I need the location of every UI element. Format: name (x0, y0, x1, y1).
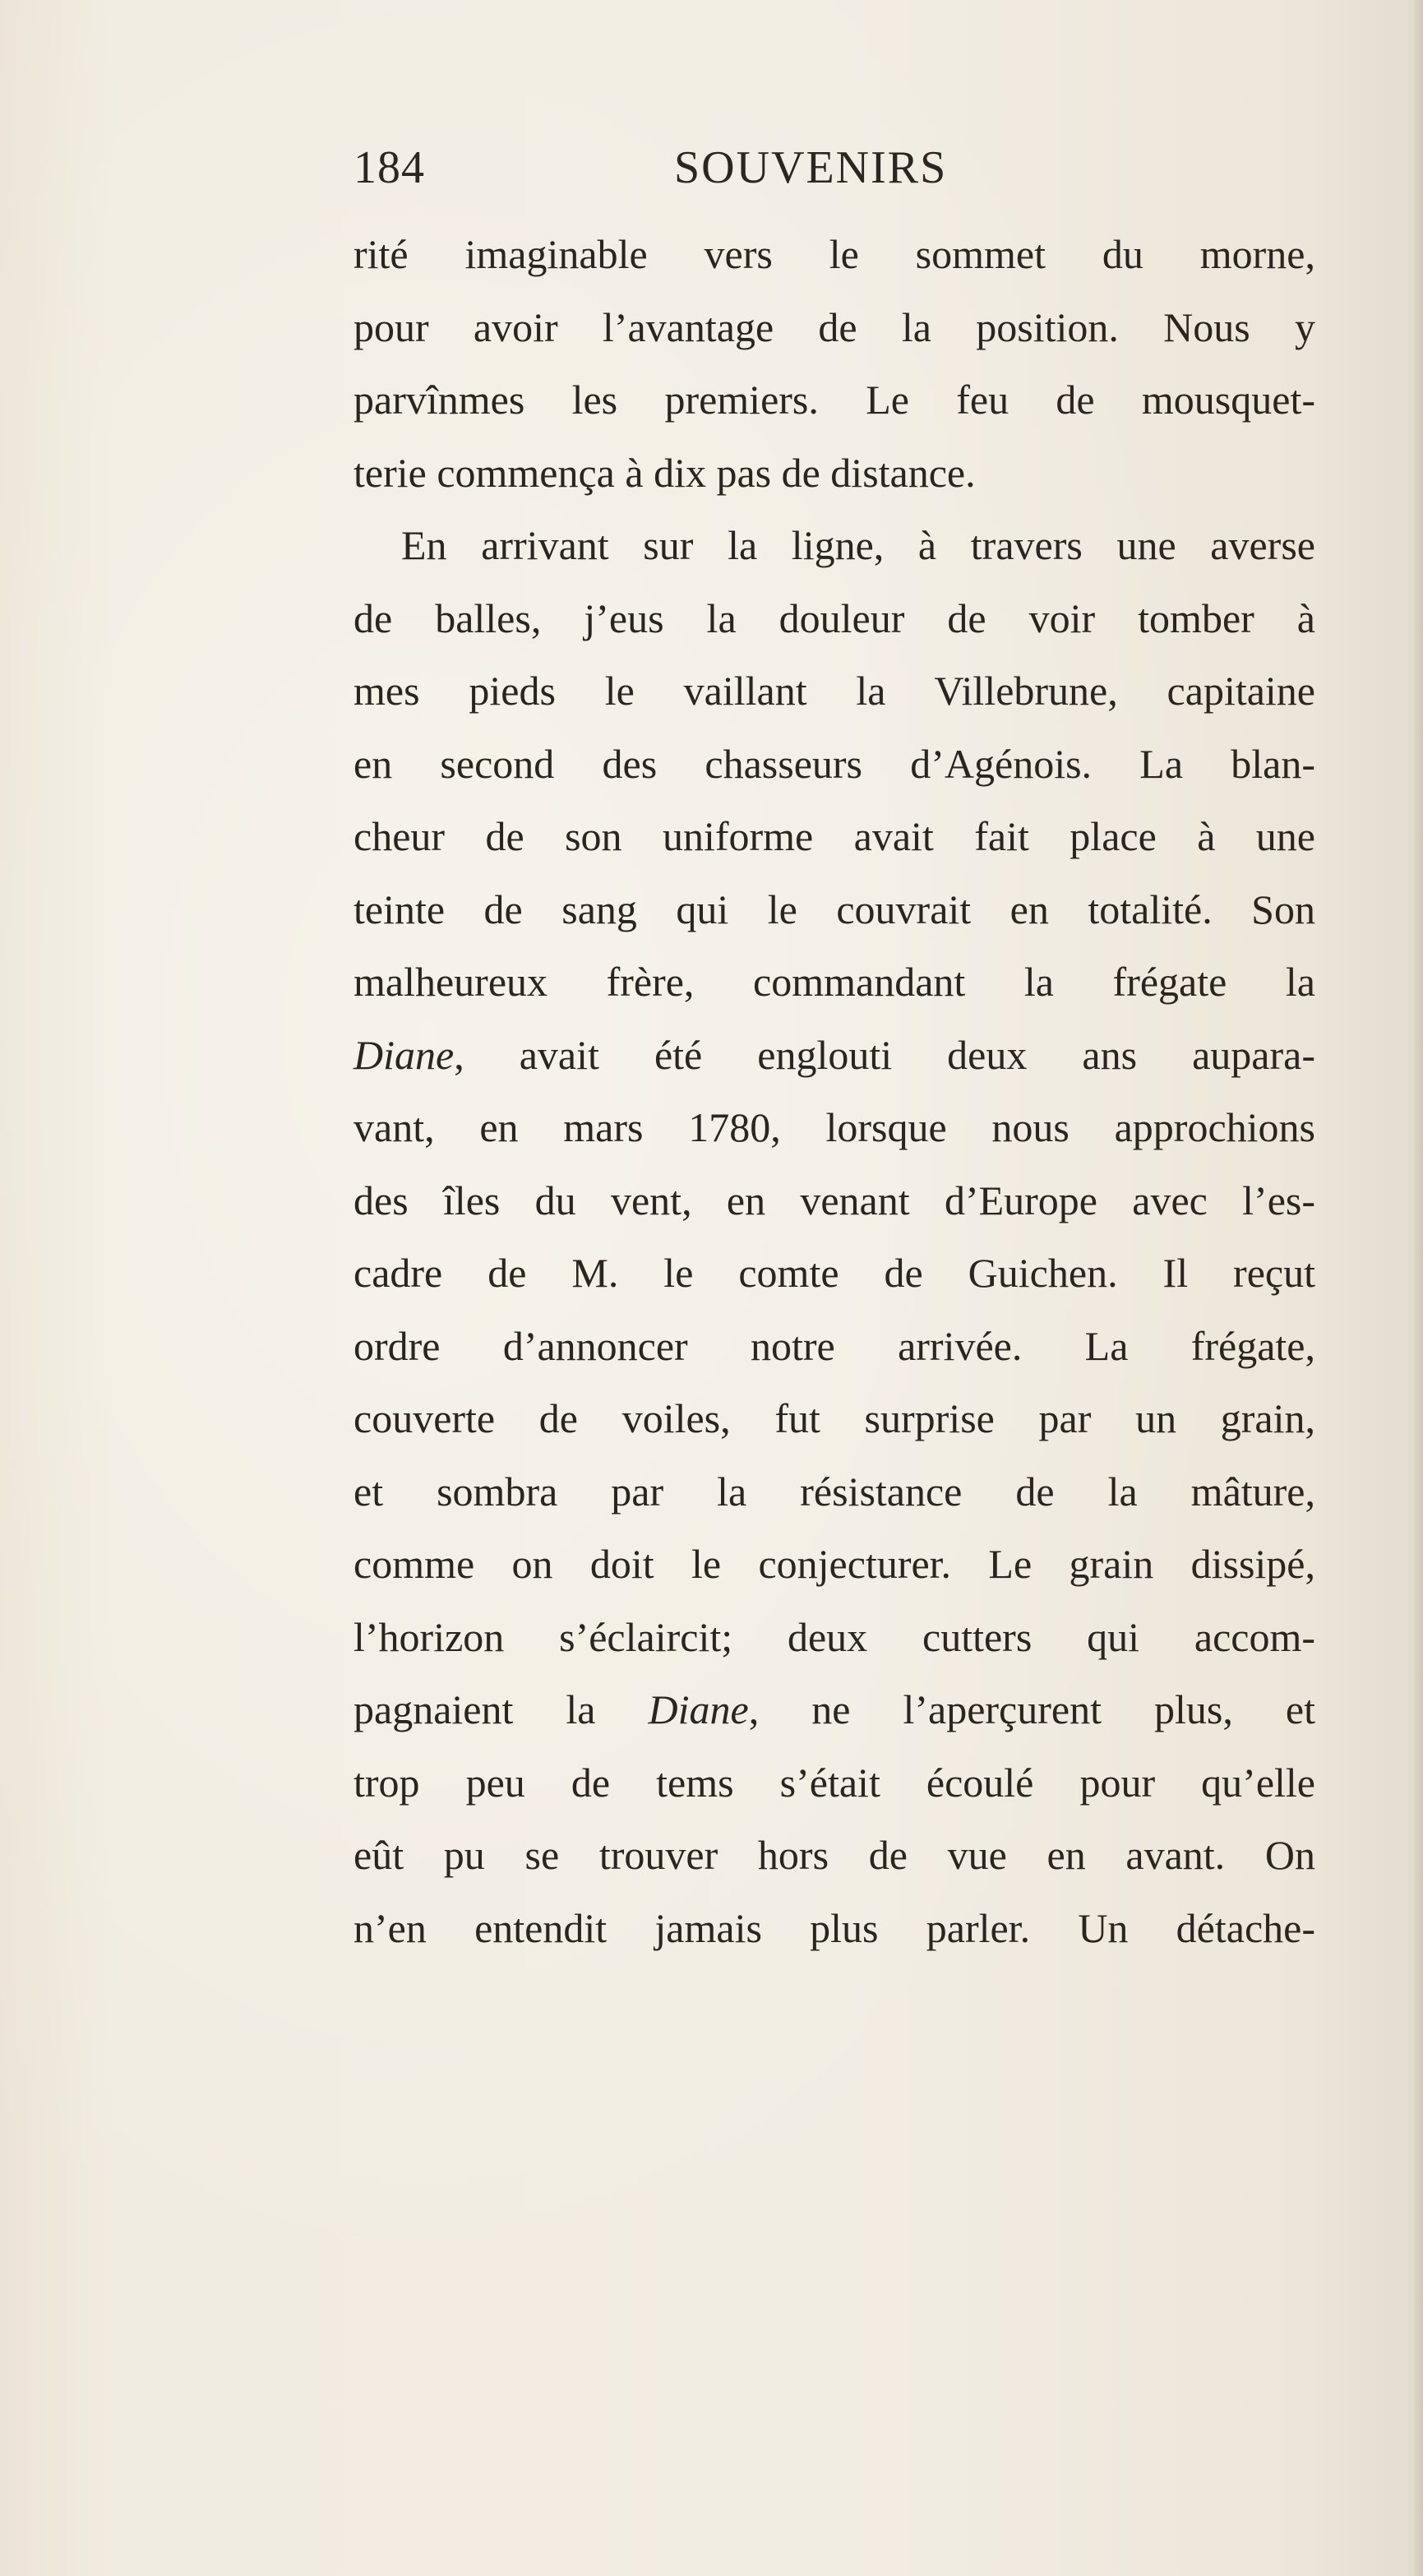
text-fragment: , avait été englouti deux ans aupara- (454, 1031, 1315, 1078)
text-line: n’en entendit jamais plus parler. Un détache- (353, 1904, 1315, 1951)
text-line (353, 1019, 1315, 1092)
text-line: vant, en mars 1780, lorsque nous approchions (353, 1104, 1315, 1150)
text-fragment: , ne l’aperçurent plus, et (748, 1686, 1315, 1732)
text-line (353, 1673, 1315, 1746)
text-line: teinte de sang qui le couvrait en totalité. Son (353, 886, 1315, 932)
text-line: cadre de M. le comte de Guichen. Il reçut (353, 1250, 1315, 1296)
text-line: couverte de voiles, fut surprise par un grain, (353, 1395, 1315, 1441)
text-line: mes pieds le vaillant la Villebrune, capitaine (353, 668, 1315, 714)
text-line: parvînmes les premiers. Le feu de mousquet- (353, 377, 1315, 423)
text-line: eût pu se trouver hors de vue en avant. On (353, 1832, 1315, 1878)
text-line: des îles du vent, en venant d’Europe avec l’es- (353, 1177, 1315, 1223)
body-text (353, 218, 1315, 1964)
running-head: SOUVENIRS (674, 142, 948, 193)
text-line: comme on doit le conjecturer. Le grain dissipé, (353, 1541, 1315, 1587)
text-line: de balles, j’eus la douleur de voir tomber à (353, 594, 1315, 641)
text-line: trop peu de tems s’était écoulé pour qu’elle (353, 1759, 1315, 1806)
paragraph-start-line: En arrivant sur la ligne, à travers une averse (401, 522, 1315, 568)
text-line: pour avoir l’avantage de la position. Nous y (353, 303, 1315, 350)
text-line: malheureux frère, commandant la frégate la (353, 959, 1315, 1005)
text-line: en second des chasseurs d’Agénois. La blan- (353, 740, 1315, 787)
text-line: rité imaginable vers le sommet du morne, (353, 231, 1315, 277)
page-number: 184 (353, 142, 425, 193)
text-line: l’horizon s’éclaircit; deux cutters qui accom- (353, 1613, 1315, 1660)
italic-ship-name: Diane (353, 1031, 455, 1078)
page-edge-shadow (1411, 0, 1423, 2576)
italic-ship-name: Diane (648, 1686, 749, 1732)
page-header (353, 141, 1093, 207)
text-fragment: pagnaient la (353, 1686, 649, 1732)
text-line: et sombra par la résistance de la mâture, (353, 1468, 1315, 1515)
text-line: terie commença à dix pas de distance. (353, 449, 976, 496)
text-line: cheur de son uniforme avait fait place à une (353, 813, 1315, 859)
text-line: ordre d’annoncer notre arrivée. La frégate, (353, 1322, 1315, 1369)
